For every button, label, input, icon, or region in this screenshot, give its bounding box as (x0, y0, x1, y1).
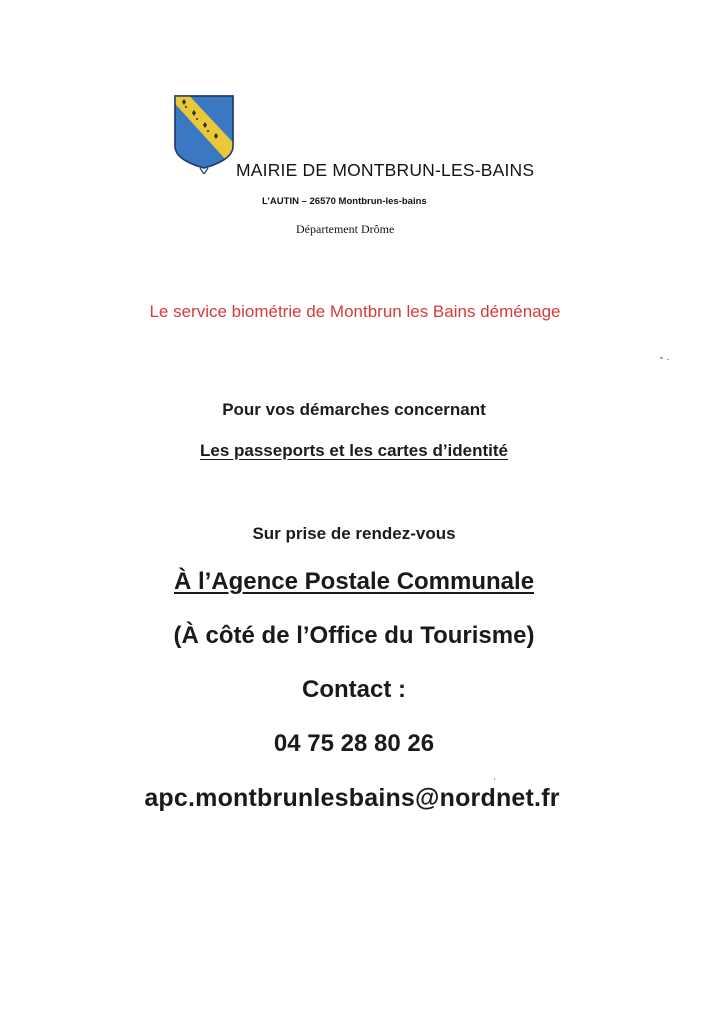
location-line (0, 568, 716, 596)
departement-label: Département Drôme (296, 222, 395, 236)
notice-headline: Le service biométrie de Montbrun les Bains déménage (149, 302, 561, 321)
documents-line (0, 441, 716, 461)
scan-speck (667, 359, 669, 360)
contact-email: apc.montbrunlesbains@nordnet.fr (144, 784, 560, 812)
coat-of-arms-icon (172, 94, 236, 174)
scan-speck (660, 357, 663, 359)
location-text: À l’Agence Postale Communale (173, 568, 535, 595)
mairie-title: MAIRIE DE MONTBRUN-LES-BAINS (236, 160, 535, 180)
scan-speck (494, 778, 495, 780)
mairie-address: L’AUTIN – 26570 Montbrun-les-bains (262, 196, 427, 207)
contact-phone: 04 75 28 80 26 (273, 730, 435, 757)
demarches-line: Pour vos démarches concernant (222, 400, 486, 419)
documents-text: Les passeports et les cartes d’identité (199, 441, 508, 460)
contact-label: Contact : (302, 676, 406, 703)
rdv-line: Sur prise de rendez-vous (252, 524, 456, 543)
location-precision: (À côté de l’Office du Tourisme) (173, 622, 535, 649)
